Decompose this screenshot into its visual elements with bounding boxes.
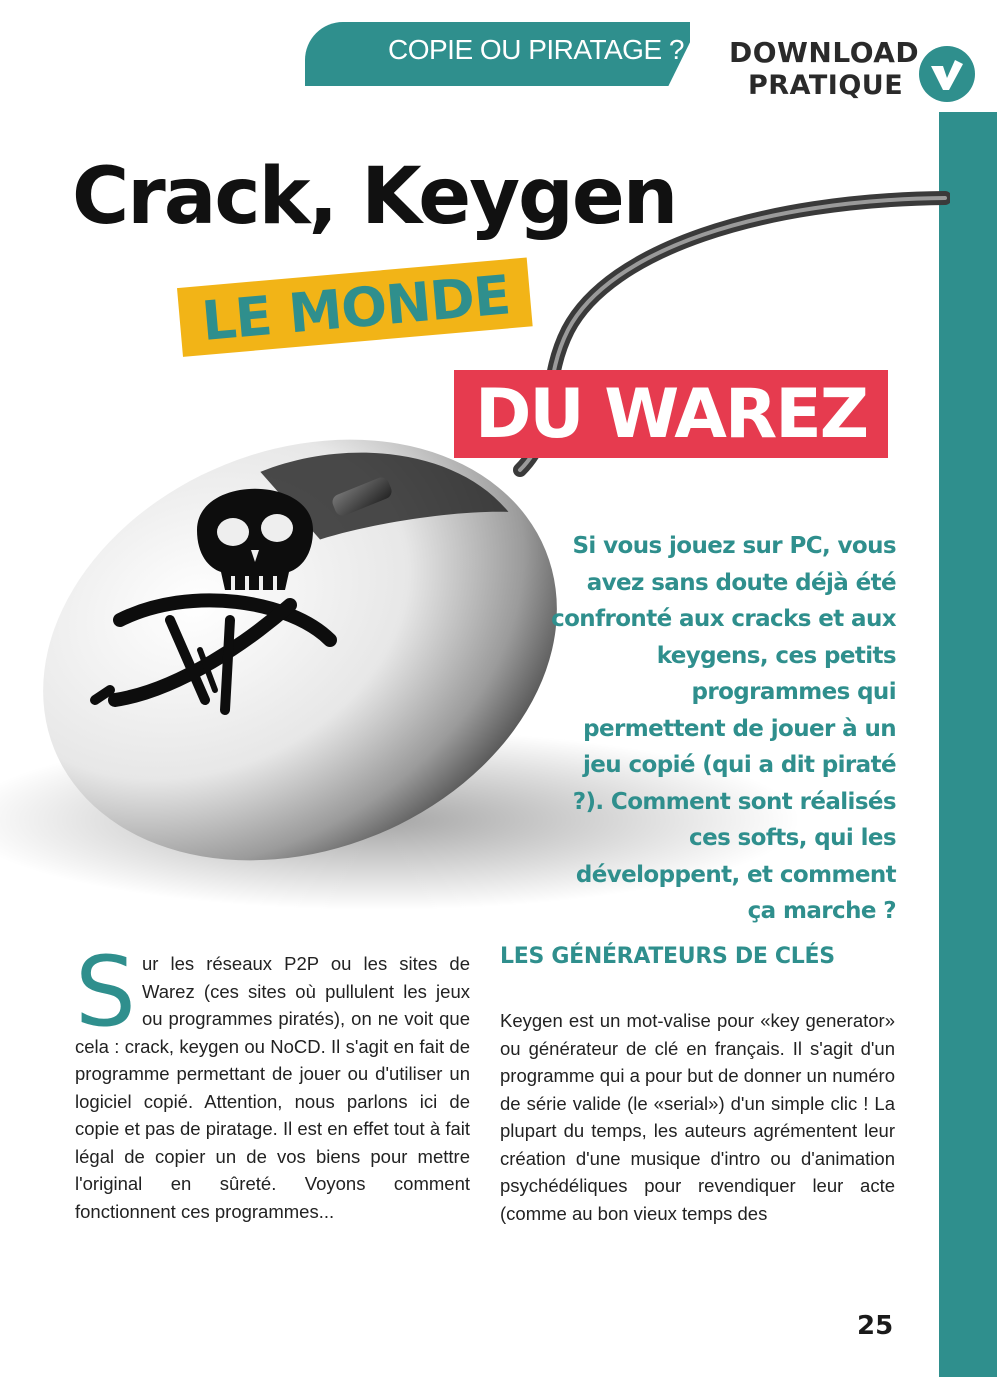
- dropcap: S: [75, 936, 136, 1048]
- lead-paragraph: Si vous jouez sur PC, vous avez sans doute déjà été confronté aux cracks et aux keygens, ces petits programmes qui permettent de jouer à un jeu copié (qui a dit piraté ?). Comment sont réalisés ces softs, qui les développent, et comment ça marche ?: [551, 533, 896, 924]
- title-tag-yellow-text: LE MONDE: [199, 263, 513, 353]
- title-tag-red-text: DU WAREZ: [474, 374, 868, 454]
- article-title: Crack, Keygen: [72, 152, 677, 242]
- section-label: COPIE OU PIRATAGE ?: [388, 34, 684, 65]
- body-text-right: Keygen est un mot-valise pour «key generator» ou générateur de clé en français. Il s'agit d'un programme qui a pour but de donner un numéro de série valide (le «serial») d'un simple clic ! La plupart du temps, les auteurs agrémentent leur création d'une musique d'intro ou d'animation psychédéliques pour revendiquer leur acte (comme au bon vieux temps des: [500, 1010, 895, 1224]
- title-tag-red: [454, 370, 888, 458]
- section-subheading: LES GÉNÉRATEURS DE CLÉS: [500, 944, 835, 969]
- rubric-line-1: DOWNLOAD: [729, 36, 920, 69]
- body-column-left: [75, 936, 470, 1225]
- body-text-left: ur les réseaux P2P ou les sites de Warez (ces sites où pullulent les jeux ou programmes piratés), on ne voit que cela : crack, keygen ou NoCD. Il s'agit en fait de programme permettant de jouer ou d'utiliser un logiciel copié. Attention, nous parlons ici de copie et pas de piratage. Il est en effet tout à fait légal de copier un de vos biens pour mettre l'original en sûreté. Voyons comment fonctionnent ces programmes...: [75, 953, 470, 1222]
- rubric-line-2: PRATIQUE: [748, 70, 904, 101]
- page-number: 25: [857, 1311, 894, 1341]
- download-arrow-icon: [917, 44, 977, 104]
